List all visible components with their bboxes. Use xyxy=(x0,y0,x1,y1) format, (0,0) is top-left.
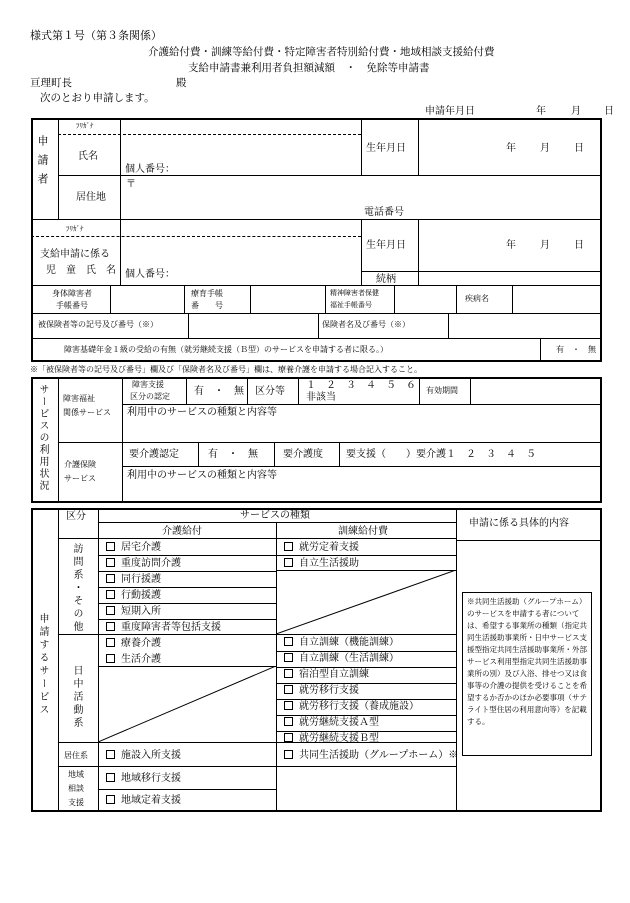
class-not-applicable: 非該当 xyxy=(306,392,336,403)
applicant-birth-label: 生年月日 xyxy=(366,143,406,154)
ryoiku-handbook-label-2: 番 号 xyxy=(191,301,223,310)
checkbox[interactable] xyxy=(106,795,115,804)
child-birth-year: 年 xyxy=(506,240,516,251)
care-certification-label: 要介護認定 xyxy=(129,449,179,460)
checkbox[interactable] xyxy=(284,750,293,759)
checkbox[interactable] xyxy=(106,638,115,647)
postal-mark: 〒 xyxy=(126,179,136,190)
visit-group-label: 訪問系・その他 xyxy=(71,543,82,634)
day-group-label: 日中活動系 xyxy=(71,665,82,730)
checkbox[interactable] xyxy=(106,622,115,631)
service-label: 短期入所 xyxy=(121,606,161,617)
service-label: 就労移行支援（養成施設） xyxy=(299,701,419,712)
service-label: 宿泊型自立訓練 xyxy=(299,669,369,680)
service-label: 自立訓練（生活訓練） xyxy=(299,653,399,664)
date-day: 日 xyxy=(604,106,614,117)
service-label: 自立生活援助 xyxy=(299,558,359,569)
application-date-label: 申請年月日 xyxy=(425,106,475,117)
service-label: 自立訓練（機能訓練） xyxy=(299,637,399,648)
child-name-label-1: 支給申請に係る xyxy=(40,249,110,260)
service-label: 施設入所支援 xyxy=(121,750,181,761)
service-label: 就労継続支援Ａ型 xyxy=(299,717,379,728)
support-class-label-2: 区分の認定 xyxy=(130,392,170,401)
service-item-visit-training-0[interactable] xyxy=(284,542,359,553)
ryoiku-handbook-label-1: 療育手帳 xyxy=(191,289,223,298)
checkbox[interactable] xyxy=(106,574,115,583)
child-relation-label: 続柄 xyxy=(376,274,396,285)
care-insurance-label-1: 介護保険 xyxy=(64,460,96,469)
physical-handbook-label-1: 身体障害者 xyxy=(52,289,92,298)
group-home-note: ※共同生活援助（グループホーム）のサービスを申請する者については、希望する事業所の種類（指定共同生活援助事業所・日中サービス支援型指定共同生活援助事業所・外部サービス利用型指定共同生活援助事業所の別）及び入浴、排せつ又は食事等の介護の提供を受けることを希望するか否かのほか必要事項（サテライト型住居の利用意向等）を記載する。 xyxy=(467,597,587,726)
details-header: 申請に係る具体的内容 xyxy=(469,518,569,529)
checkbox[interactable] xyxy=(106,654,115,663)
checkbox[interactable] xyxy=(106,558,115,567)
service-label: 重度障害者等包括支援 xyxy=(121,622,221,633)
mental-handbook-label-2: 福祉手帳番号 xyxy=(330,301,372,309)
service-item-day-training-0[interactable] xyxy=(284,637,399,648)
checkbox[interactable] xyxy=(106,750,115,759)
service-label: 行動援護 xyxy=(121,590,161,601)
care-level-values: 要支援（ ）要介護１ ２ ３ ４ ５ xyxy=(346,449,536,460)
support-class-label-1: 障害支援 xyxy=(132,380,164,389)
form-title-line2: 支給申請書兼利用者負担額減額 ・ 免除等申請書 xyxy=(188,62,430,74)
checkbox[interactable] xyxy=(284,669,293,678)
pension-question: 障害基礎年金１級の受給の有無（就労継続支援（Ｂ型）のサービスを申請する者に限る。） xyxy=(64,345,388,354)
service-item-community-1[interactable] xyxy=(106,795,181,806)
physical-handbook-label-2: 手帳番号 xyxy=(56,301,88,310)
checkbox[interactable] xyxy=(284,637,293,646)
service-label: 就労移行支援 xyxy=(299,685,359,696)
disease-label: 疾病名 xyxy=(465,294,489,303)
pension-yes-no: 有 ・ 無 xyxy=(556,345,596,354)
class-label: 区分等 xyxy=(255,386,285,397)
service-label: 療養介護 xyxy=(121,638,161,649)
service-item-day-training-3[interactable] xyxy=(284,685,359,696)
service-item-day-training-2[interactable] xyxy=(284,669,369,680)
applicant-address-label: 居住地 xyxy=(76,192,106,203)
category-header: 区分 xyxy=(66,511,86,522)
care-certification-yes-no: 有 ・ 無 xyxy=(208,449,258,460)
checkbox[interactable] xyxy=(106,606,115,615)
service-item-visit-care-5[interactable] xyxy=(106,622,221,633)
service-item-residence-care[interactable] xyxy=(106,750,181,761)
community-group-label-3: 支援 xyxy=(68,798,84,807)
support-class-yes-no: 有 ・ 無 xyxy=(194,386,244,397)
checkbox[interactable] xyxy=(284,542,293,551)
service-label: 居宅介護 xyxy=(121,542,161,553)
service-item-day-training-6[interactable] xyxy=(284,733,379,744)
checkbox[interactable] xyxy=(284,733,293,742)
checkbox[interactable] xyxy=(106,773,115,782)
date-year: 年 xyxy=(536,106,546,117)
service-label: 生活介護 xyxy=(121,654,161,665)
service-item-day-care-0[interactable] xyxy=(106,638,161,649)
insurer-label: 保険者名及び番号（※） xyxy=(322,320,410,329)
checkbox[interactable] xyxy=(284,653,293,662)
service-item-visit-care-1[interactable] xyxy=(106,558,181,569)
footnote: ※「被保険者等の記号及び番号」欄及び「保険者名及び番号」欄は、療養介護を申請する場合記入すること。 xyxy=(30,365,422,374)
service-item-day-training-5[interactable] xyxy=(284,717,379,728)
applicant-furigana-label: ﾌﾘｶﾞﾅ xyxy=(76,122,94,130)
care-insurance-label-2: サービス xyxy=(64,474,96,483)
service-label: 地域定着支援 xyxy=(121,795,181,806)
addressee: 亘理町長 xyxy=(30,77,72,89)
service-label: 同行援護 xyxy=(121,574,161,585)
community-group-label-2: 相談 xyxy=(68,784,84,793)
mental-handbook-label-1: 精神障害者保健 xyxy=(330,289,379,297)
applicant-birth-year: 年 xyxy=(506,143,516,154)
service-usage-section-label: サービスの利用状況 xyxy=(37,384,48,492)
care-level-label: 要介護度 xyxy=(283,449,323,460)
community-group-label-1: 地域 xyxy=(68,770,84,779)
class-numbers: １ ２ ３ ４ ５ ６ xyxy=(306,380,416,391)
checkbox[interactable] xyxy=(106,590,115,599)
child-birth-label: 生年月日 xyxy=(366,240,406,251)
applicant-mynumber-label: 個人番号： xyxy=(125,164,175,175)
checkbox[interactable] xyxy=(284,685,293,694)
visit-training-diagonal xyxy=(276,570,456,634)
welfare-service-label-1: 障害福祉 xyxy=(63,394,95,403)
child-furigana-label: ﾌﾘｶﾞﾅ xyxy=(66,225,84,233)
form-number: 様式第１号（第３条関係） xyxy=(30,29,162,42)
care-benefit-header: 介護給付 xyxy=(162,526,202,537)
service-label: 重度訪問介護 xyxy=(121,558,181,569)
service-label: 地域移行支援 xyxy=(121,773,181,784)
service-item-day-training-4[interactable] xyxy=(284,701,419,712)
service-label: 共同生活援助（グループホーム）※ xyxy=(299,750,459,761)
residence-group-label: 居住系 xyxy=(64,751,88,760)
service-item-day-care-1[interactable] xyxy=(106,654,161,665)
applicant-section-label: 申請者 xyxy=(36,135,49,192)
training-benefit-header: 訓練給付費 xyxy=(338,526,388,537)
apply-services-section-label: 申請するサービス xyxy=(37,613,48,717)
child-mynumber-label: 個人番号： xyxy=(125,269,175,280)
checkbox[interactable] xyxy=(284,558,293,567)
service-item-visit-training-1[interactable] xyxy=(284,558,359,569)
service-types-header: サービスの種類 xyxy=(240,510,310,521)
service-item-visit-care-3[interactable] xyxy=(106,590,161,601)
form-title-line1: 介護給付費・訓練等給付費・特定障害者特別給付費・地域相談支援給付費 xyxy=(148,46,495,58)
applicant-birth-month: 月 xyxy=(540,143,550,154)
service-item-residence-training[interactable] xyxy=(284,750,458,761)
honorific: 殿 xyxy=(176,77,187,89)
child-birth-day: 日 xyxy=(574,240,584,251)
service-label: 就労定着支援 xyxy=(299,542,359,553)
welfare-service-label-2: 関係サービス xyxy=(63,408,111,417)
checkbox[interactable] xyxy=(284,701,293,710)
child-name-label-2: 児 童 氏 名 xyxy=(46,265,116,276)
checkbox[interactable] xyxy=(106,542,115,551)
service-item-visit-care-0[interactable] xyxy=(106,542,161,553)
applicant-name-label: 氏名 xyxy=(78,151,98,162)
applicant-birth-day: 日 xyxy=(574,143,584,154)
care-current-services-label: 利用中のサービスの種類と内容等 xyxy=(127,470,277,481)
service-item-day-training-1[interactable] xyxy=(284,653,399,664)
day-care-diagonal xyxy=(98,666,276,742)
insured-number-label: 被保険者等の記号及び番号（※） xyxy=(38,320,158,329)
service-item-community-0[interactable] xyxy=(106,773,181,784)
date-month: 月 xyxy=(571,106,581,117)
service-label: 就労継続支援Ｂ型 xyxy=(299,733,379,744)
applicant-phone-label: 電話番号 xyxy=(364,207,404,218)
service-item-visit-care-2[interactable] xyxy=(106,574,161,585)
child-birth-month: 月 xyxy=(540,240,550,251)
checkbox[interactable] xyxy=(284,717,293,726)
welfare-current-services-label: 利用中のサービスの種類と内容等 xyxy=(127,407,277,418)
valid-period-label: 有効期間 xyxy=(426,386,458,395)
service-item-visit-care-4[interactable] xyxy=(106,606,161,617)
intro-text: 次のとおり申請します。 xyxy=(40,92,155,104)
